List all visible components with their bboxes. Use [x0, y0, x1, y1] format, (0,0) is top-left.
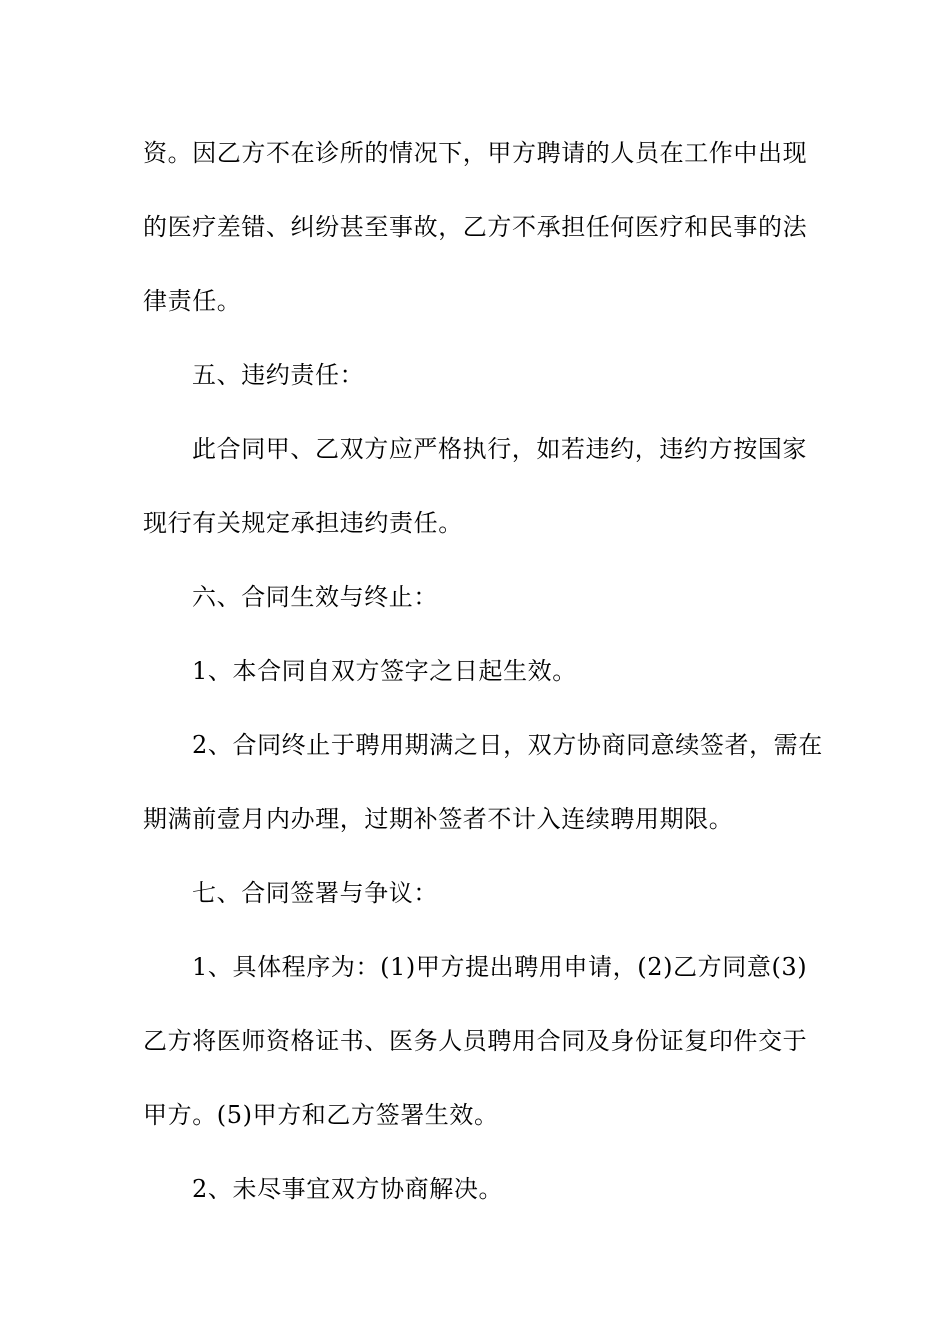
clause-item: 2、未尽事宜双方协商解决。	[192, 1175, 504, 1203]
paragraph-line: 的医疗差错、纠纷甚至事故，乙方不承担任何医疗和民事的法	[143, 213, 808, 241]
paragraph-line: 资。因乙方不在诊所的情况下，甲方聘请的人员在工作中出现	[143, 139, 808, 167]
clause-item: 1、本合同自双方签字之日起生效。	[192, 657, 577, 685]
paragraph-line: 甲方。(5)甲方和乙方签署生效。	[143, 1101, 499, 1129]
paragraph-line: 此合同甲、乙双方应严格执行，如若违约，违约方按国家	[192, 435, 807, 463]
paragraph-line: 期满前壹月内办理，过期补签者不计入连续聘用期限。	[143, 805, 734, 833]
section-heading-signing-dispute: 七、合同签署与争议：	[192, 879, 438, 907]
clause-item: 2、合同终止于聘用期满之日，双方协商同意续签者，需在	[192, 731, 823, 759]
paragraph-line: 律责任。	[143, 287, 242, 315]
section-heading-effect-termination: 六、合同生效与终止：	[192, 583, 438, 611]
paragraph-line: 乙方将医师资格证书、医务人员聘用合同及身份证复印件交于	[143, 1027, 808, 1055]
paragraph-line: 现行有关规定承担违约责任。	[143, 509, 463, 537]
clause-item: 1、具体程序为：(1)甲方提出聘用申请，(2)乙方同意(3)	[192, 953, 808, 981]
section-heading-breach: 五、违约责任：	[192, 361, 365, 389]
